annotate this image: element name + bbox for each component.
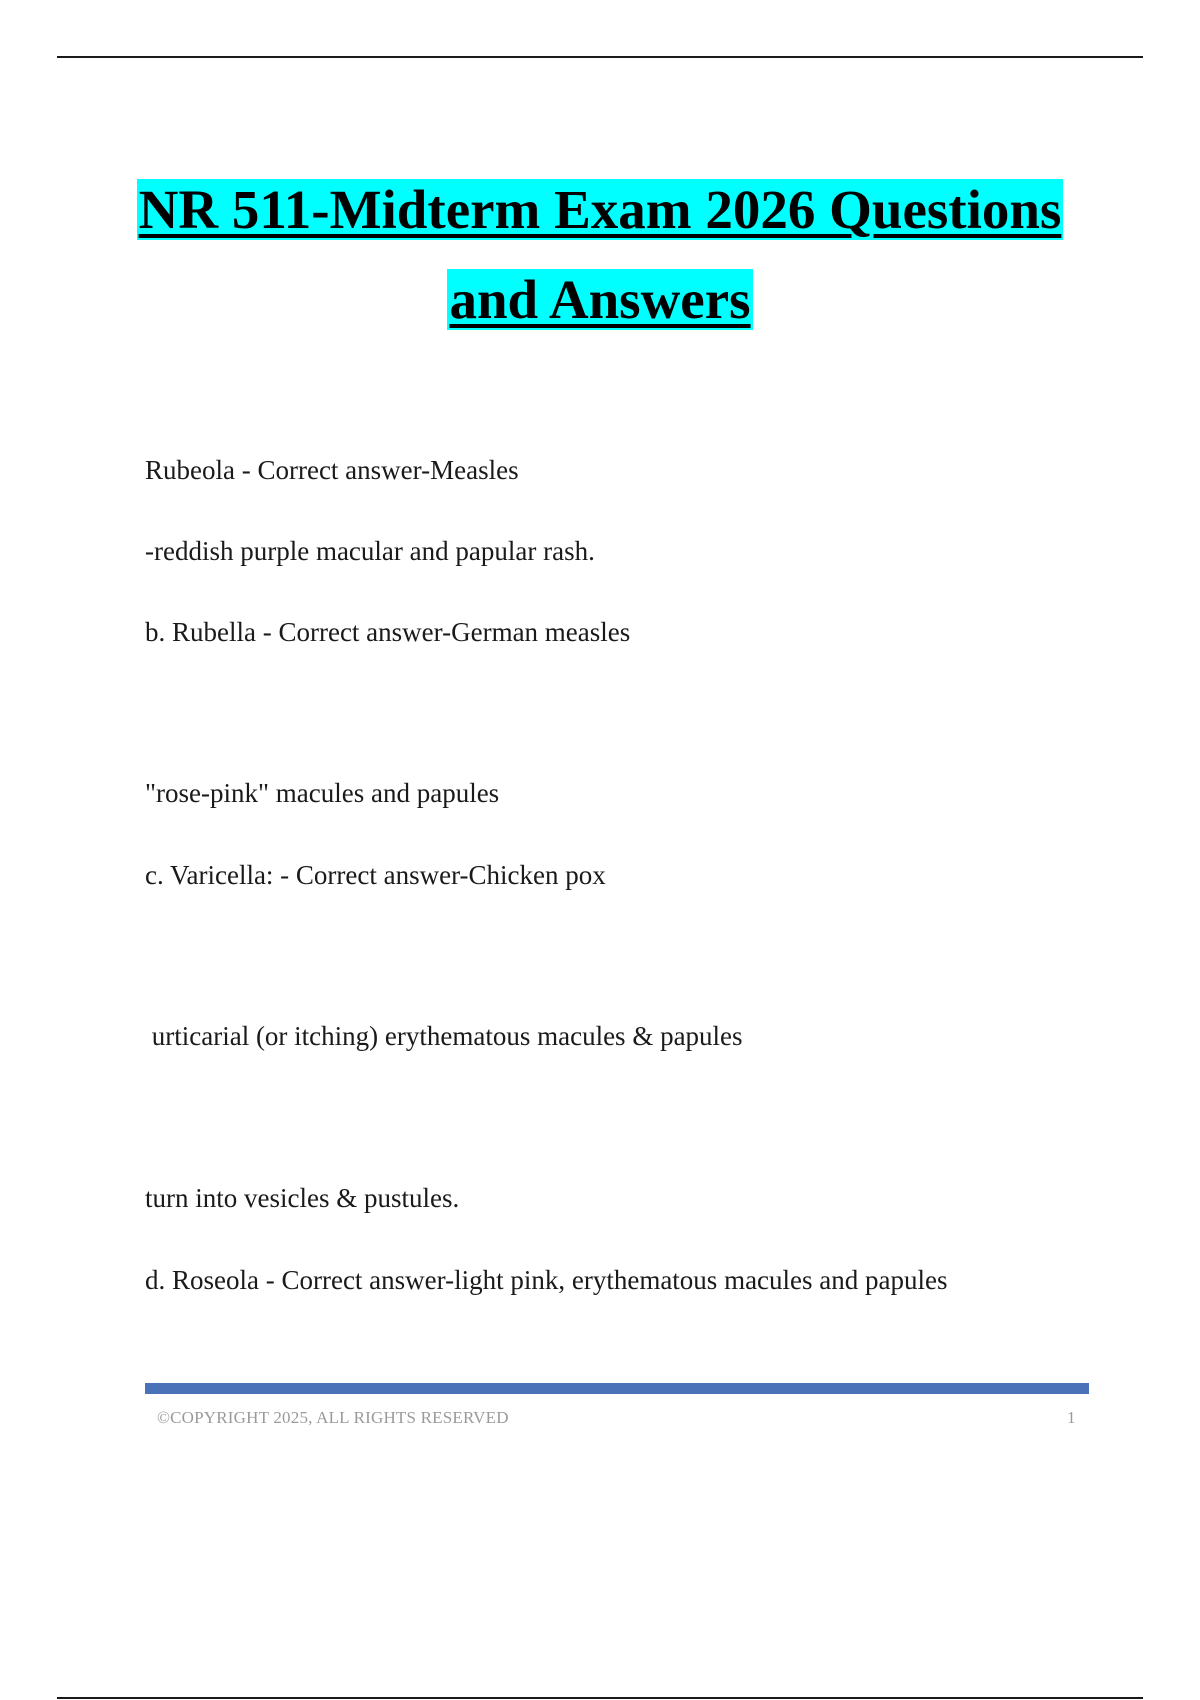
answer-line-rubeola: Rubeola - Correct answer-Measles: [145, 455, 519, 485]
answer-line-varicella: c. Varicella: - Correct answer-Chicken pox: [145, 860, 606, 890]
footer-copyright: ©COPYRIGHT 2025, ALL RIGHTS RESERVED: [157, 1408, 509, 1427]
answer-line-rubella-detail: "rose-pink" macules and papules: [145, 778, 500, 808]
answer-line-roseola: d. Roseola - Correct answer-light pink, erythematous macules and papules: [145, 1265, 948, 1295]
footer-bar: [145, 1383, 1089, 1394]
title-line-2-text: and Answers: [449, 269, 751, 330]
answer-line-varicella-detail: urticarial (or itching) erythematous macules & papules: [145, 1021, 743, 1051]
title-line-2: [0, 255, 1200, 345]
answer-line-rubeola-detail: -reddish purple macular and papular rash.: [145, 536, 595, 566]
document-title: [0, 165, 1200, 345]
bottom-rule: [57, 1697, 1143, 1699]
title-line-1: [0, 165, 1200, 255]
answer-line-rubella: b. Rubella - Correct answer-German measles: [145, 617, 631, 647]
title-line-1-text: NR 511-Midterm Exam 2026 Questions: [138, 179, 1062, 240]
top-rule: [57, 56, 1143, 58]
footer-page-number: 1: [1067, 1408, 1076, 1427]
answer-line-varicella-detail-2: turn into vesicles & pustules.: [145, 1183, 460, 1213]
